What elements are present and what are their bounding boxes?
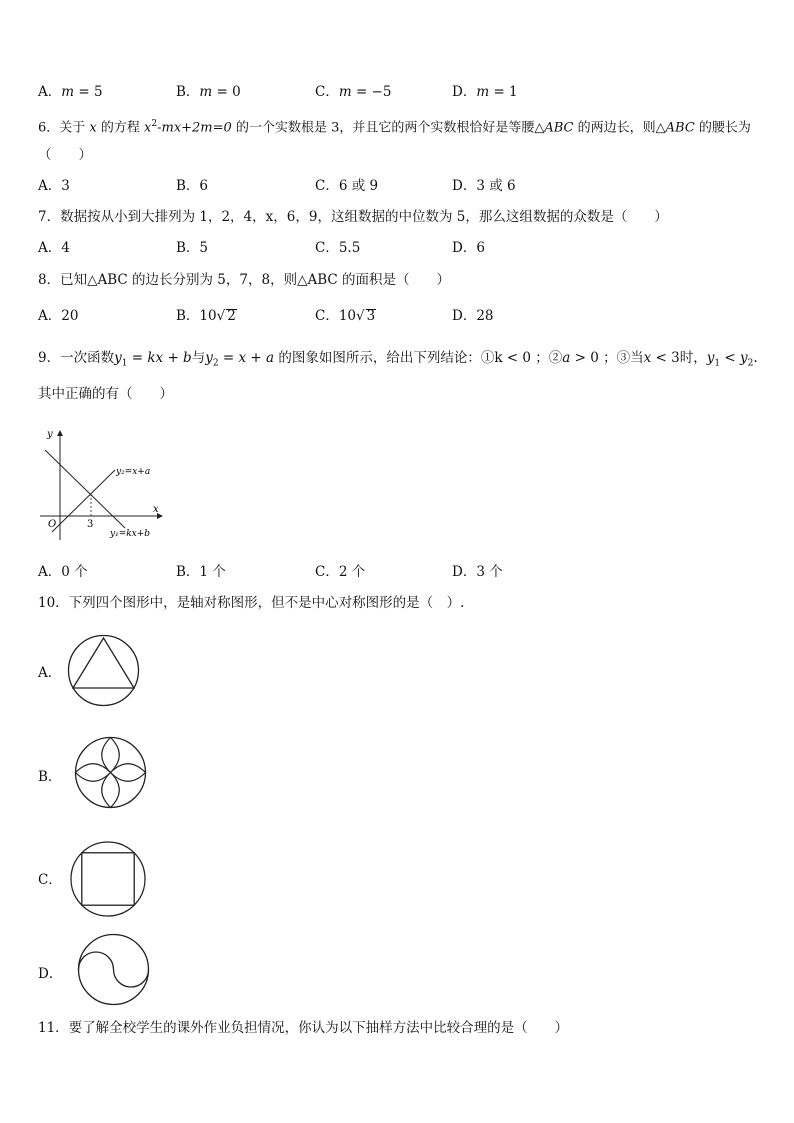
circle-s-curve-figure <box>76 932 151 1007</box>
q8-option-b[interactable]: B．10√ 2 <box>176 308 236 324</box>
q7-option-c[interactable]: C．5.5 <box>315 240 361 256</box>
label-y2: y₂=x+a <box>116 467 151 477</box>
q6-option-b[interactable]: B．6 <box>176 178 209 194</box>
q6-option-c[interactable]: C．6 或 9 <box>315 178 379 194</box>
q9-stem: 9．一次函数$y_1$ = kx + b与$y_2 = x + a$ 的图象如图所示，给出下列结论：①k < 0 ；②a > 0 ；③当x < 3时，$y_1 < y_2$. <box>38 350 758 369</box>
q9-function-graph <box>40 428 170 543</box>
option-label: C． <box>38 872 62 888</box>
option-label: B． <box>38 769 62 785</box>
q5-option-c[interactable]: C．m = −5 <box>315 84 392 100</box>
q6-stem: 6．关于 x 的方程 $x^2-mx+2m=0$ 的一个实数根是 3，并且它的两个实数根恰好是等腰△ABC 的两边长，则△ABC 的腰长为 <box>38 119 751 136</box>
q8-stem: 8．已知△ABC 的边长分别为 5，7，8，则△ABC 的面积是（ ） <box>38 272 450 288</box>
q8-option-d[interactable]: D．28 <box>452 308 494 324</box>
q5-option-a[interactable]: A．m = 5 <box>38 84 103 100</box>
circle-square-figure <box>69 840 147 918</box>
q6-option-d[interactable]: D．3 或 6 <box>452 178 516 194</box>
q6-option-a[interactable]: A．3 <box>38 178 70 194</box>
q10-option-b[interactable] <box>38 735 158 810</box>
line-y2 <box>52 470 115 532</box>
q8-option-a[interactable]: A．20 <box>38 308 79 324</box>
q7-option-b[interactable]: B．5 <box>176 240 209 256</box>
q9-option-c[interactable]: C．2 个 <box>315 564 366 580</box>
label-y1: y₁=kx+b <box>110 529 151 539</box>
axis-y-label: y <box>47 429 53 440</box>
option-label: D． <box>38 966 63 982</box>
sqrt-sign: √ <box>356 308 365 324</box>
q10-stem: 10．下列四个图形中，是轴对称图形，但不是中心对称图形的是（ ）. <box>38 595 465 611</box>
origin-label: O <box>48 519 57 530</box>
q8-option-c[interactable]: C．10√ 3 <box>315 308 376 324</box>
q9-stem-line2: 其中正确的有（ ） <box>38 386 173 402</box>
option-label: A． <box>38 665 62 681</box>
q7-option-a[interactable]: A．4 <box>38 240 70 256</box>
q9-option-d[interactable]: D．3 个 <box>452 564 503 580</box>
q5-option-b[interactable]: B．m = 0 <box>176 84 241 100</box>
q7-stem: 7．数据按从小到大排列为 1，2，4，x，6，9，这组数据的中位数为 5，那么这组数据的众数是（ ） <box>38 209 668 225</box>
q9-option-b[interactable]: B．1 个 <box>176 564 226 580</box>
circle-petals-figure <box>73 735 148 810</box>
q5-option-d[interactable]: D．m = 1 <box>452 84 518 100</box>
q10-option-a[interactable] <box>38 633 158 708</box>
q9-option-a[interactable]: A．0 个 <box>38 564 88 580</box>
axis-x-label: x <box>153 504 159 515</box>
q7-option-d[interactable]: D．6 <box>452 240 485 256</box>
circle-triangle-figure <box>66 633 141 708</box>
q6-answer-blank: （ ） <box>38 147 92 163</box>
q10-option-c[interactable] <box>38 840 158 918</box>
q11-stem: 11．要了解全校学生的课外作业负担情况，你认为以下抽样方法中比较合理的是（ ） <box>38 1020 569 1036</box>
q10-option-d[interactable] <box>38 932 158 1007</box>
sqrt-sign: √ <box>216 308 226 324</box>
tick-label: 3 <box>87 519 94 530</box>
